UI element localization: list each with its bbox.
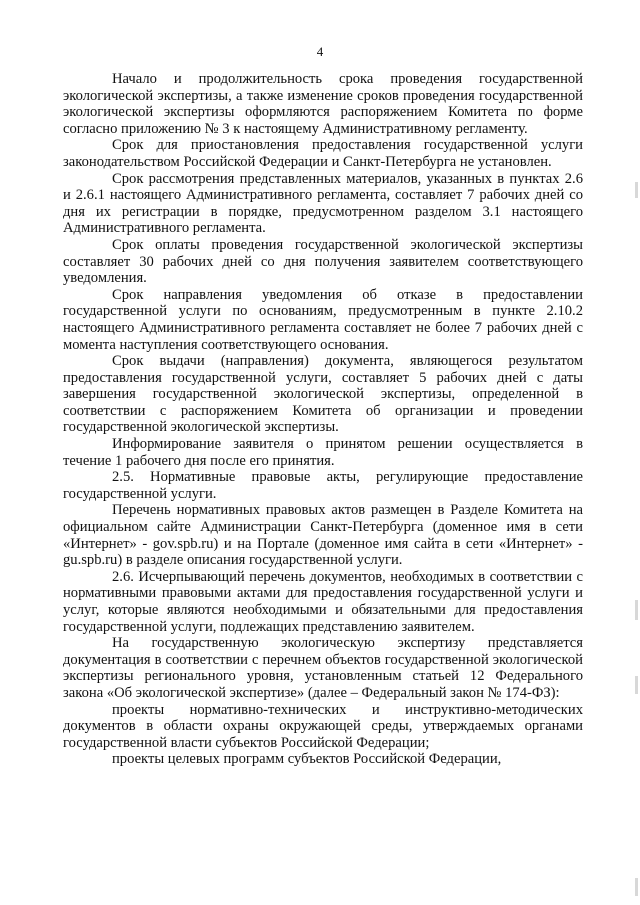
paragraph-payment-term: Срок оплаты проведения государственной экологической экспертизы составляет 30 рабочих дней со дня получения заявителем соответствующего уведомления. — [63, 236, 583, 287]
paragraph-refusal-notice-term: Срок направления уведомления об отказе в предоставлении государственной услуги по основаниям, предусмотренным в пункте 2.10.2 настоящего Административного регламента составляет не более 7 рабочих дней с момента наступления соответствующего основания. — [63, 286, 583, 353]
page-number: 4 — [316, 44, 324, 59]
scan-edge-mark — [635, 878, 638, 896]
list-item-normative-projects: проекты нормативно-технических и инструктивно-методических документов в области охраны окружающей среды, утверждаемых органами государственной власти субъектов Российской Федерации; — [63, 701, 583, 751]
section-heading-2-5: 2.5. Нормативные правовые акты, регулирующие предоставление государственной услуги. — [63, 469, 583, 502]
scan-edge-mark — [635, 182, 638, 198]
paragraph-suspension-term: Срок для приостановления предоставления государственной услуги законодательством Российской Федерации и Санкт-Петербурга не установлен. — [63, 137, 583, 170]
scan-edge-mark — [635, 600, 638, 620]
paragraph-review-term: Срок рассмотрения представленных материалов, указанных в пунктах 2.6 и 2.6.1 настоящего Административного регламента, составляет 7 рабочих дней со дня их регистрации в порядке, предусмотренном разделом 3.1 настоящего Административного регламента. — [63, 170, 583, 237]
list-item-target-programs: проекты целевых программ субъектов Российской Федерации, — [112, 751, 502, 768]
paragraph-result-issuance-term: Срок выдачи (направления) документа, являющегося результатом предоставления государственной услуги, составляет 5 рабочих дней с даты завершения государственной экологической экспертизы, определенной в соответствии с распоряжением Комитета об организации и проведении государственной экологической экспертизы. — [63, 353, 583, 436]
section-heading-2-6: 2.6. Исчерпывающий перечень документов, необходимых в соответствии с нормативными правовыми актами для предоставления государственной услуги и услуг, которые являются необходимыми и обязательными для предоставления государственной услуги, подлежащих представлению заявителем. — [63, 568, 583, 635]
scan-edge-mark — [635, 676, 638, 694]
paragraph-legal-acts-list: Перечень нормативных правовых актов размещен в Разделе Комитета на официальном сайте Администрации Санкт-Петербурга (доменное имя в сети «Интернет» - gov.spb.ru) и на Портале (доменное имя сайта в сети «Интернет» - gu.spb.ru) в разделе описания государственной услуги. — [63, 502, 583, 569]
paragraph-applicant-informing: Информирование заявителя о принятом решении осуществляется в течение 1 рабочего дня после его принятия. — [63, 436, 583, 469]
paragraph-documentation-submission: На государственную экологическую экспертизу представляется документация в соответствии с перечнем объектов государственной экологической экспертизы регионального уровня, установленным статьей 12 Федерального закона «Об экологической экспертизе» (далее – Федеральный закон № 174-ФЗ): — [63, 635, 583, 701]
document-body — [63, 71, 583, 768]
paragraph-expertise-start-duration: Начало и продолжительность срока проведения государственной экологической экспертизы, а также изменение сроков проведения государственной экологической экспертизы оформляются распоряжением Комитета по форме согласно приложению № 3 к настоящему Административному регламенту. — [63, 71, 583, 137]
